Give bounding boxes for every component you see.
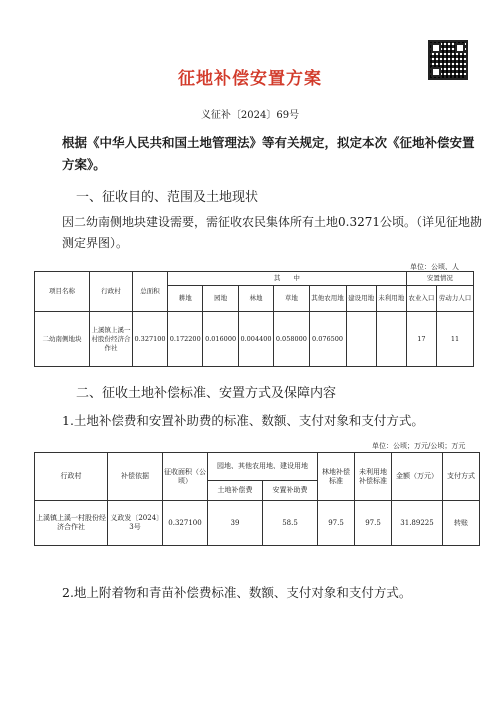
table2-unit: 单位：公顷；万元/公顷；万元 bbox=[372, 442, 466, 450]
header-village: 行政村 bbox=[35, 453, 108, 501]
cell-forest: 97.5 bbox=[318, 501, 355, 546]
header-sub: 耕地 bbox=[168, 286, 203, 312]
section2-sub1: 1.土地补偿费和安置补助费的标准、数额、支付对象和支付方式。 bbox=[62, 413, 424, 428]
cell-labor: 11 bbox=[437, 312, 474, 367]
header-group: 园地、其他农用地、建设用地 bbox=[208, 453, 318, 481]
cell-land-comp: 39 bbox=[208, 501, 263, 546]
cell-resettle: 58.5 bbox=[263, 501, 318, 546]
table-row bbox=[35, 312, 474, 367]
section1-text: 因二幼南侧地块建设需要，需征收农民集体所有土地0.3271公顷。（详见征地勘测定界图）。 bbox=[62, 215, 482, 250]
header-among: 其 中 bbox=[168, 272, 407, 286]
cell-value bbox=[346, 312, 376, 367]
header-sub: 未利用地 bbox=[376, 286, 406, 312]
header-sub: 建设用地 bbox=[346, 286, 376, 312]
header-sub: 林地 bbox=[238, 286, 273, 312]
header-total: 总面积 bbox=[133, 272, 168, 312]
header-resettle-sub: 安置补助费 bbox=[263, 481, 318, 501]
cell-agri: 17 bbox=[406, 312, 436, 367]
header-sub: 农业入口 bbox=[406, 286, 436, 312]
cell-value bbox=[376, 312, 406, 367]
header-resettle: 安置情况 bbox=[406, 272, 473, 286]
cell-unused: 97.5 bbox=[355, 501, 392, 546]
header-area: 征收面积（公顷） bbox=[163, 453, 208, 501]
header-sub: 园地 bbox=[203, 286, 238, 312]
cell-value: 0.172200 bbox=[168, 312, 203, 367]
cell-pay: 转账 bbox=[443, 501, 480, 546]
header-forest: 林地补偿标准 bbox=[318, 453, 355, 501]
header-land-comp: 土地补偿费 bbox=[208, 481, 263, 501]
section2-heading: 二、征收土地补偿标准、安置方式及保障内容 bbox=[76, 386, 337, 401]
header-sub: 其他农用地 bbox=[309, 286, 346, 312]
cell-value: 0.016000 bbox=[203, 312, 238, 367]
document-number: 义征补〔2024〕69号 bbox=[200, 110, 300, 121]
table-row bbox=[35, 501, 480, 546]
cell-area: 0.327100 bbox=[163, 501, 208, 546]
cell-value: 0.004400 bbox=[238, 312, 273, 367]
cell-total: 0.327100 bbox=[133, 312, 168, 367]
header-project: 项目名称 bbox=[35, 272, 90, 312]
header-unused: 未利用地补偿标准 bbox=[355, 453, 392, 501]
section2-sub2: 2.地上附着物和青苗补偿费标准、数额、支付对象和支付方式。 bbox=[62, 585, 412, 600]
cell-project: 二幼南侧地块 bbox=[35, 312, 90, 367]
intro-paragraph: 根据《中华人民共和国土地管理法》等有关规定，拟定本次《征地补偿安置方案》。 bbox=[62, 135, 475, 172]
header-basis: 补偿依据 bbox=[108, 453, 163, 501]
cell-value: 0.076500 bbox=[309, 312, 346, 367]
header-village: 行政村 bbox=[90, 272, 133, 312]
land-status-table bbox=[34, 271, 474, 367]
section1-heading: 一、征收目的、范围及土地现状 bbox=[76, 190, 259, 205]
cell-village: 上溪镇上溪一村股份经济合作社 bbox=[35, 501, 108, 546]
table1-unit: 单位：公顷、人 bbox=[410, 263, 459, 271]
header-amount: 金额（万元） bbox=[392, 453, 443, 501]
cell-village: 上溪镇上溪一村股份经济合作社 bbox=[90, 312, 133, 367]
compensation-table bbox=[34, 452, 480, 546]
cell-value: 0.058000 bbox=[274, 312, 309, 367]
cell-basis: 义政发〔2024〕3号 bbox=[108, 501, 163, 546]
document-title: 征地补偿安置方案 bbox=[178, 69, 322, 89]
header-sub: 劳动力人口 bbox=[437, 286, 474, 312]
header-sub: 草地 bbox=[274, 286, 309, 312]
cell-amount: 31.89225 bbox=[392, 501, 443, 546]
header-pay: 支付方式 bbox=[443, 453, 480, 501]
